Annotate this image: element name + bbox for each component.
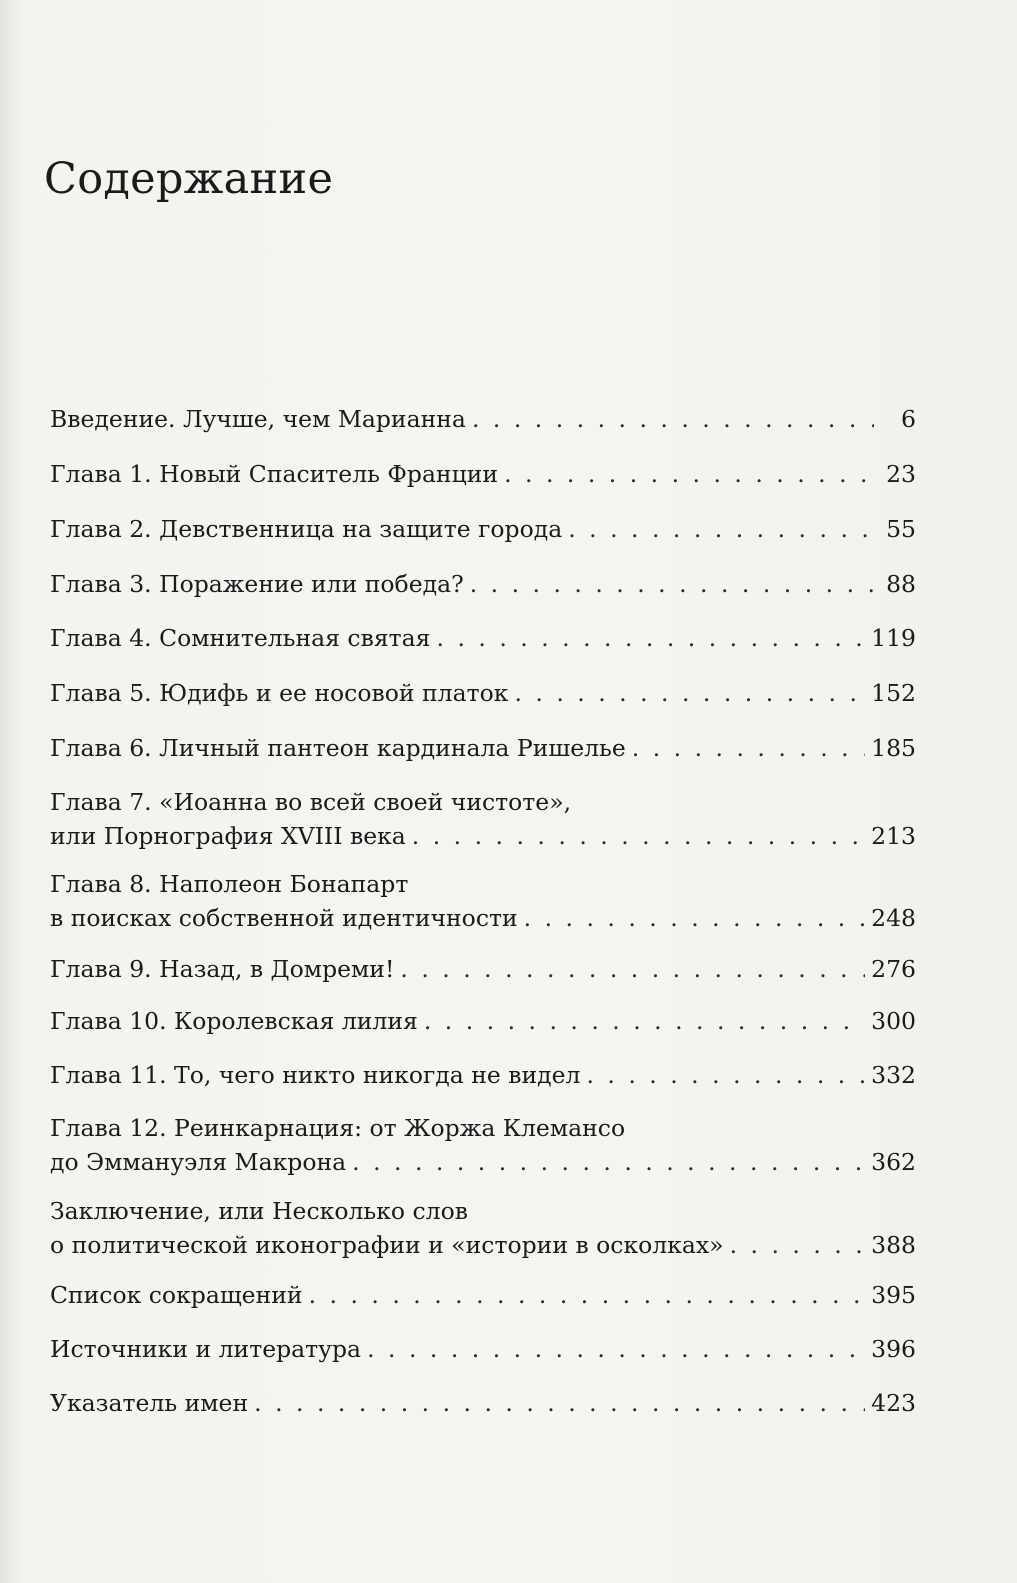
dot-leader [400,952,865,986]
toc-page-number: 276 [871,955,916,983]
toc-entry-title: Заключение, или Несколько слов [50,1197,468,1225]
toc-page-number: 332 [871,1061,916,1089]
toc-entry [50,676,916,710]
toc-entry-title: Глава 11. То, чего никто никогда не видел [50,1061,581,1089]
toc-entry-title: Глава 6. Личный пантеон кардинала Ришелье [50,734,626,762]
toc-page-number: 55 [886,515,916,543]
toc-page-number: 6 [901,405,916,433]
toc-entry [50,785,916,853]
toc-page-number: 362 [871,1148,916,1176]
dot-leader [424,1004,865,1038]
toc-entry-title: Глава 12. Реинкарнация: от Жоржа Клемансо [50,1114,626,1142]
toc-page-number: 423 [871,1389,916,1417]
dot-leader [472,402,874,436]
toc-page-number: 300 [871,1007,916,1035]
dot-leader [730,1228,866,1262]
toc-page-number: 248 [871,904,916,932]
page-title: Содержание [44,154,334,204]
dot-leader [586,1058,865,1092]
toc-entry [50,512,916,546]
toc-entry-title: Глава 5. Юдифь и ее носовой платок [50,679,509,707]
dot-leader [568,512,874,546]
toc-entry [50,1194,916,1262]
toc-entry [50,1004,916,1038]
toc-entry-title: Глава 1. Новый Спаситель Франции [50,460,499,488]
toc-entry [50,1332,916,1366]
toc-page-number: 395 [871,1281,916,1309]
toc-entry-title-cont: в поисках собственной идентичности [50,904,518,932]
toc-page-number: 152 [871,679,916,707]
toc-entry-title: Введение. Лучше, чем Марианна [50,405,466,433]
dot-leader [524,901,865,935]
toc-page-number: 23 [886,460,916,488]
dot-leader [437,621,866,655]
toc-page-number: 185 [871,734,916,762]
toc-page-number: 388 [871,1231,916,1259]
dot-leader [632,731,865,765]
toc-entry [50,1111,916,1179]
toc-entry-title: Глава 3. Поражение или победа? [50,570,464,598]
toc-entry-title-cont: о политической иконографии и «истории в осколках» [50,1231,724,1259]
dot-leader [352,1145,865,1179]
toc-entry-title: Источники и литература [50,1335,362,1363]
toc-page-number: 88 [886,570,916,598]
toc-entry-title-cont: или Порнография XVIII века [50,822,406,850]
toc-entry-title: Глава 7. «Иоанна во всей своей чистоте», [50,788,572,816]
toc-entry [50,867,916,935]
toc-entry-title: Указатель имен [50,1389,249,1417]
dot-leader [309,1278,866,1312]
toc-entry [50,1058,916,1092]
toc-entry [50,1278,916,1312]
toc-entry [50,731,916,765]
toc-entry [50,567,916,601]
dot-leader [470,567,874,601]
toc-entry-title: Глава 2. Девственница на защите города [50,515,563,543]
toc-entry [50,402,916,436]
toc-entry [50,1386,916,1420]
dot-leader [254,1386,865,1420]
toc-entry [50,457,916,491]
toc-entry-title: Глава 4. Сомнительная святая [50,624,431,652]
toc-entry [50,621,916,655]
toc-entry-title: Глава 9. Назад, в Домреми! [50,955,395,983]
toc-entry-title: Глава 8. Наполеон Бонапарт [50,870,409,898]
toc-page-number: 396 [871,1335,916,1363]
toc-entry-title: Глава 10. Королевская лилия [50,1007,418,1035]
dot-leader [367,1332,865,1366]
toc-page-number: 119 [871,624,916,652]
toc-entry-title: Список сокращений [50,1281,303,1309]
toc-entry [50,952,916,986]
toc-page-number: 213 [871,822,916,850]
dot-leader [514,676,865,710]
dot-leader [412,819,865,853]
toc-entry-title-cont: до Эммануэля Макрона [50,1148,347,1176]
dot-leader [504,457,874,491]
